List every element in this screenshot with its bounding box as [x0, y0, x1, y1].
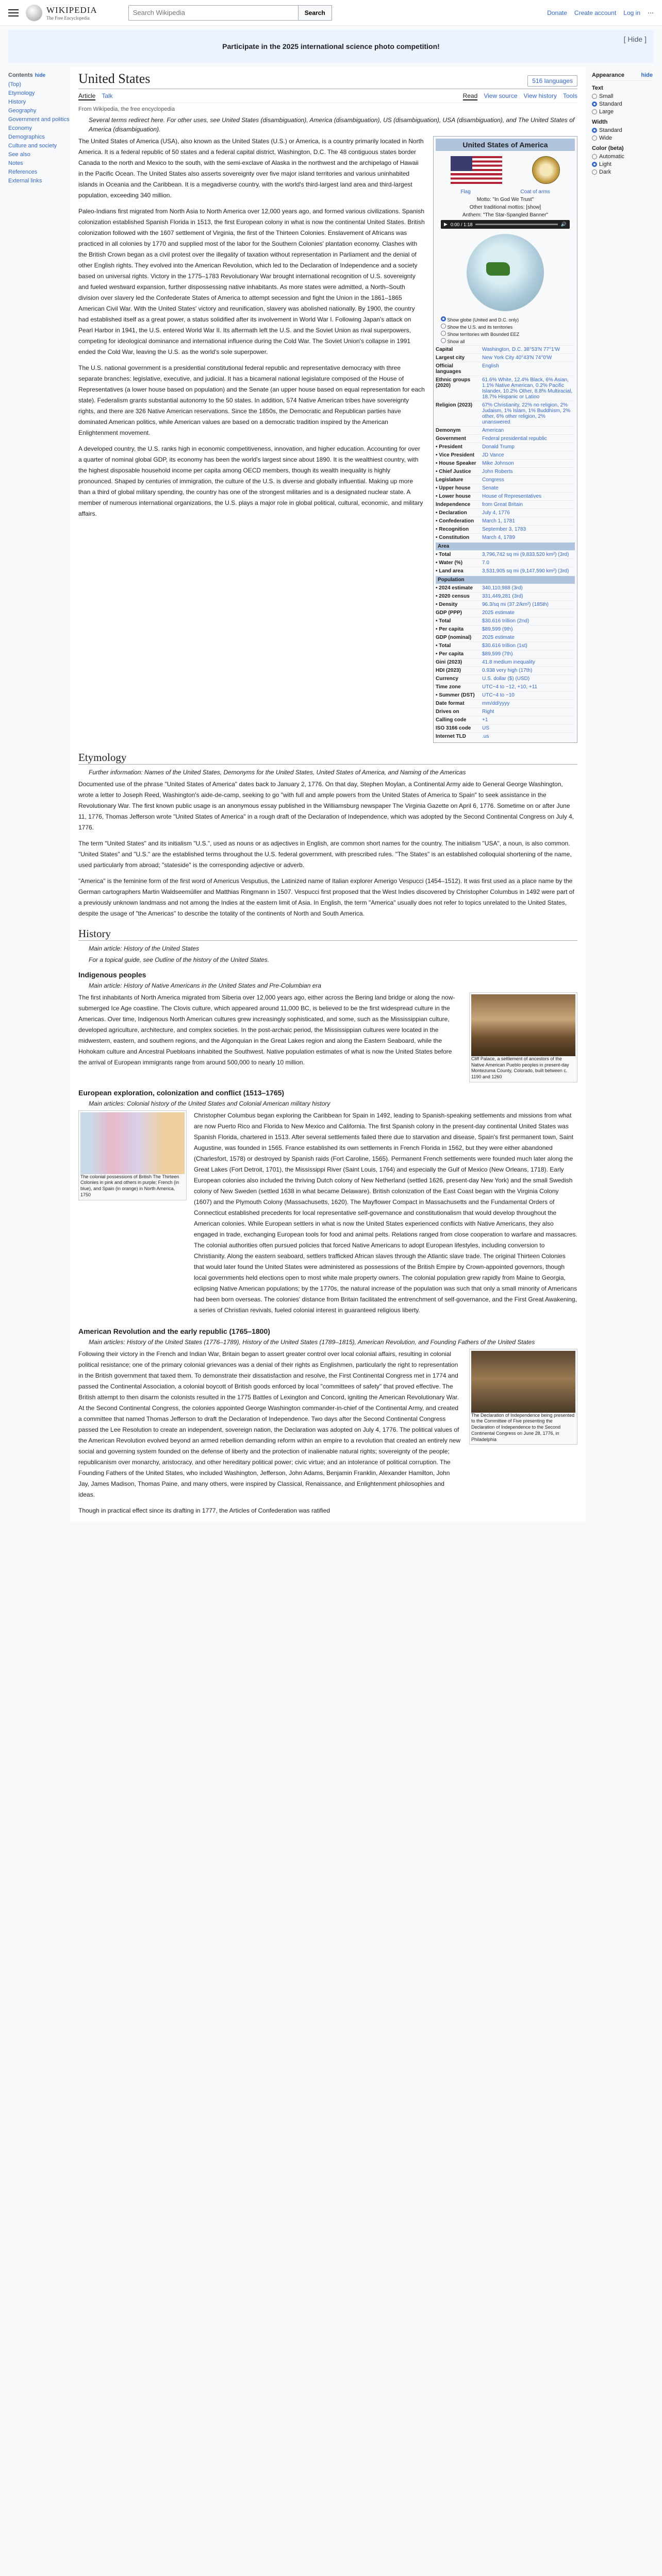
infobox-row-label: Time zone: [436, 684, 461, 690]
infobox-row-label: • 2020 census: [436, 594, 470, 599]
infobox-row: [436, 674, 575, 683]
infobox-row-label: Gini (2023): [436, 659, 462, 665]
appearance-heading: Appearance: [592, 72, 624, 78]
infobox-row: [436, 500, 575, 509]
infobox-row-label: Drives on: [436, 709, 459, 715]
language-selector-button[interactable]: 516 languages: [527, 75, 577, 87]
cliff-palace-image[interactable]: [471, 994, 575, 1056]
location-map-globe[interactable]: [467, 234, 544, 311]
toc-item[interactable]: External links: [8, 178, 42, 184]
banner-hide-button[interactable]: [ Hide ]: [623, 35, 647, 43]
infobox-row: [436, 567, 575, 575]
hatnote: For a topical guide, see Outline of the history of the United States.: [89, 956, 270, 963]
anthem-label[interactable]: Anthem: "The Star-Spangled Banner": [462, 212, 549, 218]
infobox-row: [436, 617, 575, 625]
table-of-contents: [8, 67, 70, 1521]
wikipedia-logo-icon[interactable]: [26, 5, 42, 21]
toc-item[interactable]: Demographics: [8, 134, 45, 140]
infobox-row-label: • Land area: [436, 568, 464, 574]
etymology-paragraph: The term "United States" and its initialism "U.S.", used as nouns or as adjectives in English, are common short names for the country. The initialism "USA", a noun, is also common. "United States" and "U.S." are the established terms throughout the U.S. federal government, with prescribed rules. "The States" is an established colloquial shortening of the name, used particularly from abroad; "stateside" is the corresponding adjective or adverb.: [78, 840, 572, 869]
other-mottos[interactable]: Other traditional mottos: [show]: [469, 205, 541, 210]
infobox-row-value[interactable]: U.S. dollar ($) (USD): [482, 676, 530, 682]
infobox-row: [436, 633, 575, 641]
infobox-row: [436, 353, 575, 362]
infobox-row-label: • Per capita: [436, 651, 464, 657]
lead-paragraph: The United States of America (USA), also known as the United States (U.S.) or America, is a country primarily located in North America. It is a federal republic of 50 states and a federal capital district, Washington, D.C. The 48 contiguous states border Canada to the north and Mexico to the south, with the semi-exclave of Alaska in the northwest and the archipelago of Hawaii in the Pacific Ocean. The United States also asserts sovereignty over five major island territories and various uninhabited islands in Oceania and the Caribbean. It is a megadiverse country, with the world's third-largest land area and third-largest population, exceeding 340 million.: [78, 138, 424, 199]
infobox-row-label: • House Speaker: [436, 461, 476, 466]
infobox-row: [436, 691, 575, 699]
us-flag-image[interactable]: [451, 156, 502, 184]
infobox-row-value[interactable]: $89,599 (7th): [482, 651, 513, 657]
infobox-row-value[interactable]: Donald Trump: [482, 444, 515, 450]
lead-paragraph: A developed country, the U.S. ranks high in economic competitiveness, innovation, and higher education. Accounting for over a quarter of nominal global GDP, its economy has been the world's largest since about 1890. It is the wealthiest country, with the highest disposable household income per capita among OECD members, though its wealth inequality is highly pronounced. Shaped by centuries of immigration, the culture of the U.S. is diverse and globally influential. Making up more than a third of global military spending, the country has one of the strongest militaries and is a designated nuclear state. A member of numerous international organizations, the U.S. plays a major role in global political, cultural, economic, and military affairs.: [78, 445, 423, 517]
infobox-row-label: Capital: [436, 347, 453, 352]
figure-caption: The Declaration of Independence being presented to the Committee of Five presenting the Declaration of Independence to the Second Continental Congress on June 28, 1776, in Philadelphia: [471, 1412, 575, 1442]
infobox-row-label: Government: [436, 436, 466, 442]
site-name: WIKIPEDIA: [46, 5, 97, 15]
infobox-row-label: Religion (2023): [436, 402, 473, 408]
subsection-heading: European exploration, colonization and conflict (1513–1765): [78, 1088, 285, 1097]
infobox-row-label: • Total: [436, 643, 451, 649]
toc-item[interactable]: Geography: [8, 108, 37, 114]
infobox-row-label: • Chief Justice: [436, 469, 471, 474]
toc-item[interactable]: Government and politics: [8, 116, 70, 123]
lead-section: [78, 136, 425, 524]
infobox-row: [436, 625, 575, 633]
search-input[interactable]: [128, 5, 299, 21]
site-notice-banner: [8, 30, 654, 63]
infobox-row-value[interactable]: 2025 estimate: [482, 610, 515, 616]
map-option[interactable]: Show all: [441, 338, 570, 344]
infobox-row-value[interactable]: Right: [482, 709, 494, 715]
lead-paragraph: Paleo-Indians first migrated from North Asia to North America over 12,000 years ago, and formed various civilizations. Spanish colonization established Spanish Florida in 1513, the first European colony in what is now the continental United States. British colonization followed with the 1607 settlement of Virginia, the first of the Thirteen Colonies. Enslavement of Africans was practiced in all colonies by 1770 and supplied most of the labor for the Southern Colonies' plantation economy. Clashes with the British Crown began as a civil protest over the illegality of taxation without representation in Parliament and the denial of other English rights. They evolved into the American Revolution, which led to the Declaration of Independence and a society based on universal rights. Victory in the 1775–1783 Revolutionary War brought international recognition of U.S. sovereignty and fueled westward expansion, further dispossessing native inhabitants. As more states were admitted, a North–South division over slavery led the Confederate States of America to attempt secession and fight the Union in the 1861–1865 American Civil War. With the United States' victory and reunification, slavery was abolished nationally. By 1900, the country had established itself as a great power, a status solidified after its involvement in World War I. Following Japan's attack on Pearl Harbor in 1941, the U.S. entered World War II. Its aftermath left the U.S. and the Soviet Union as rival superpowers, competing for ideological dominance and international influence during the Cold War. The Soviet Union's collapse in 1991 ended the Cold War, leaving the U.S. as the world's sole superpower.: [78, 208, 425, 355]
color-option[interactable]: Automatic: [592, 154, 653, 160]
infobox-row: [436, 724, 575, 732]
infobox-title: United States of America: [436, 139, 575, 151]
infobox-rows: [436, 345, 575, 740]
infobox-row-value[interactable]: March 4, 1789: [482, 535, 515, 540]
colonial-map-figure[interactable]: [78, 1110, 187, 1200]
user-links: [547, 9, 654, 16]
text-size-label: Text: [592, 85, 603, 91]
infobox-row: [436, 558, 575, 567]
infobox-row: [436, 451, 575, 459]
audio-time: 0:00 / 1:18: [450, 222, 473, 227]
tab-tools[interactable]: Tools: [562, 92, 577, 99]
infobox-row-value[interactable]: 331,449,281 (3rd): [482, 594, 523, 599]
infobox-row-label: GDP (nominal): [436, 635, 472, 640]
infobox-row-label: Largest city: [436, 355, 465, 361]
infobox-row-value[interactable]: $30.616 trillion (2nd): [482, 618, 529, 624]
infobox-row: [436, 707, 575, 716]
infobox-row-label: • Total: [436, 552, 451, 557]
infobox-row-value[interactable]: English: [482, 363, 499, 369]
infobox-row: [436, 608, 575, 617]
infobox-row-value[interactable]: Senate: [482, 485, 499, 491]
infobox-row-label: Calling code: [436, 717, 467, 723]
infobox-row-label: • 2024 estimate: [436, 585, 473, 591]
anthem-audio-player[interactable]: [441, 220, 570, 229]
toc-item[interactable]: Economy: [8, 125, 32, 131]
create-account-link[interactable]: Create account: [574, 9, 617, 16]
infobox-row-value[interactable]: 0.938 very high (17th): [482, 668, 533, 673]
cliff-palace-figure[interactable]: [469, 992, 577, 1082]
infobox-row: [436, 584, 575, 592]
infobox-row-label: Demonym: [436, 428, 461, 433]
infobox-row-label: • Lower house: [436, 494, 471, 499]
infobox-row: [436, 658, 575, 666]
infobox-row-value[interactable]: $89,599 (9th): [482, 626, 513, 632]
infobox-row: [436, 345, 575, 353]
etymology-paragraph: "America" is the feminine form of the first word of Americus Vesputius, the Latinized name of Italian explorer Amerigo Vespucci (1454–1512). It was first used as a place name by the German cartographers Martin Waldseemüller and Matthias Ringmann in 1507. Vespucci first proposed that the West Indies discovered by Christopher Columbus in 1492 were part of a previously unknown landmass and not among the Indies at the eastern limit of Asia. In English, the term "America" usually does not refer to topics unrelated to the United States, despite the usage of "the Americas" to describe the totality of the continents of North and South America.: [78, 877, 574, 917]
infobox-row-value[interactable]: September 3, 1783: [482, 527, 526, 532]
infobox-section-header: [436, 576, 575, 584]
page-title: United States: [78, 71, 151, 86]
infobox-row-label: • Declaration: [436, 510, 467, 516]
infobox-row-label: • Confederation: [436, 518, 474, 524]
search-form: [128, 5, 332, 21]
infobox-row: [436, 716, 575, 724]
infobox-row-value[interactable]: $30.616 trillion (1st): [482, 643, 527, 649]
width-label: Width: [592, 119, 608, 125]
toc-hide-button[interactable]: hide: [35, 73, 46, 78]
infobox-row-value[interactable]: +1: [482, 717, 488, 723]
toc-item[interactable]: References: [8, 169, 38, 175]
infobox-row-label: Date format: [436, 701, 465, 706]
history-paragraph: The first inhabitants of North America migrated from Siberia over 12,000 years ago, either across the Bering land bridge or along the now-submerged Ice Age coastline. The Clovis culture, which appeared around 11,000 BC, is believed to be the first widespread culture in the Americas. Over time, Indigenous North American cultures grew increasingly sophisticated, and some, such as the Mississippian culture, developed agriculture, architecture, and complex societies. In the post-archaic period, the Mississippian cultures were located in the midwestern, eastern, and southern regions, and the Algonquian in the Great Lakes region and along the Eastern Seaboard, while the Hohokam culture and Ancestral Puebloans inhabited the Southwest. Native population estimates of what is now the United States before the arrival of European immigrants range from around 500,000 to nearly 10 million.: [78, 994, 455, 1066]
volume-icon[interactable]: 🔊: [560, 222, 567, 227]
infobox-row: [436, 517, 575, 525]
infobox-row-value[interactable]: 2025 estimate: [482, 635, 515, 640]
flag-caption[interactable]: Flag: [460, 189, 471, 195]
infobox-row-label: • Recognition: [436, 527, 469, 532]
tab-talk[interactable]: Talk: [102, 92, 113, 99]
infobox-row-value[interactable]: 67% Christianity, 22% no religion, 2% Judaism, 1% Islam, 1% Buddhism, 2% other, 6% other religion, 2% unanswered: [482, 402, 571, 425]
hatnote: Several terms redirect here. For other uses, see United States (disambiguation), America (disambiguation), US (disambiguation), USA (disambiguation), and The United States of America (disambiguation).: [89, 116, 575, 133]
infobox-row-value[interactable]: Washington, D.C. 38°53′N 77°1′W: [482, 347, 560, 352]
infobox-row: [436, 666, 575, 674]
history-paragraph: Though in practical effect since its drafting in 1777, the Articles of Confederation was ratified: [78, 1506, 330, 1514]
appearance-panel: [586, 67, 653, 1521]
infobox-row: [436, 459, 575, 467]
infobox-row-value[interactable]: March 1, 1781: [482, 518, 515, 524]
history-paragraph: Following their victory in the French and Indian War, Britain began to assert greater control over local colonial affairs, resulting in colonial political resistance; one of the primary colonial grievances was a denial of their rights as Englishmen, particularly the right to representation in the British government that taxed them. To demonstrate their dissatisfaction and resolve, the First Continental Congress met in 1774 and passed the Continental Association, a colonial boycott of British goods enforced by local "committees of safety" that proved effective. The British attempt to then disarm the colonists resulted in the 1775 Battles of Lexington and Concord, igniting the American Revolutionary War. At the Second Continental Congress, the colonies appointed George Washington commander-in-chief of the Continental Army, and created a committee that named Thomas Jefferson to draft the Declaration of Independence. Two days after the Second Continental Congress passed the Lee Resolution to create an independent, sovereign nation, the Declaration was adopted on July 4, 1776. The political values of the American Revolution evolved beyond an armed rebellion demanding reform within an empire to a revolution that created an entirely new social and governing system founded on the defense of liberty and the protection of inalienable natural rights; sovereignty of the people; republicanism over monarchy, aristocracy, and other hereditary political power; civic virtue; and an intolerance of political corruption. The Founding Fathers of the United States, who included Washington, Jefferson, John Adams, Benjamin Franklin, Alexander Hamilton, John Jay, James Madison, Thomas Paine, and many others, were inspired by Classical, Renaissance, and Enlightenment philosophies and ideas.: [78, 1350, 461, 1498]
hatnote: Main articles: Colonial history of the United States and Colonial American military history: [89, 1099, 330, 1107]
infobox-row-label: Legislature: [436, 477, 464, 483]
infobox-row-value[interactable]: Mike Johnson: [482, 461, 514, 466]
infobox-row-value[interactable]: John Roberts: [482, 469, 513, 474]
infobox-row-value[interactable]: JD Vance: [482, 452, 504, 458]
infobox-row-value[interactable]: July 4, 1776: [482, 510, 510, 516]
infobox-row: [436, 376, 575, 401]
infobox-row: [436, 401, 575, 426]
map-option[interactable]: Show globe (United and D.C. only): [441, 316, 570, 323]
tab-view-source[interactable]: View source: [484, 92, 518, 99]
toc-item[interactable]: See also: [8, 151, 30, 158]
infobox-row-value[interactable]: 3,796,742 sq mi (9,833,520 km²) (3rd): [482, 552, 569, 557]
infobox-row-value[interactable]: 61.6% White, 12.4% Black, 6% Asian, 1.1% Native American, 0.2% Pacific Islander, 10.2% Other, 8.8% Multiracial, 18.7% Hispanic or Latino: [482, 377, 573, 400]
etymology-paragraph: Documented use of the phrase "United States of America" dates back to January 2, 1776. On that day, Stephen Moylan, a Continental Army aide to General George Washington, wrote a letter to Joseph Reed, Washington's aide-de-camp, seeking to go "with full and ample powers from the United States of America to Spain" to seek assistance in the Revolutionary War. The first known public usage is an anonymous essay published in the Williamsburg newspaper The Virginia Gazette on April 6, 1776. Sometime on or after June 11, 1776, Thomas Jefferson wrote "United States of America" in a rough draft of the Declaration of Independence, which was adopted by the Second Continental Congress on July 4, 1776.: [78, 781, 574, 831]
infobox-row-label: • Total: [436, 618, 451, 624]
site-wordmark[interactable]: [46, 5, 97, 21]
text-size-option[interactable]: Standard: [592, 101, 653, 107]
motto: Motto: "In God We Trust": [476, 197, 534, 202]
infobox-row-label: • President: [436, 444, 462, 450]
infobox-row: [436, 509, 575, 517]
infobox-row-label: Independence: [436, 502, 471, 507]
map-option[interactable]: Show territories with Bounded EEZ: [441, 331, 570, 337]
infobox-row-label: Official languages: [436, 363, 461, 375]
toc-item[interactable]: Etymology: [8, 90, 35, 96]
figure-caption: Cliff Palace, a settlement of ancestors of the Native American Pueblo peoples in present-day Montezuma County, Colorado, built between c. 1190 and 1260: [471, 1056, 569, 1080]
infobox-row: [436, 362, 575, 376]
country-infobox: [433, 136, 577, 743]
banner-text[interactable]: Participate in the 2025 international science photo competition!: [222, 42, 440, 50]
tab-read[interactable]: Read: [462, 92, 478, 99]
infobox-row-label: • Constitution: [436, 535, 470, 540]
infobox-row-value[interactable]: New York City 40°43′N 74°0′W: [482, 355, 552, 361]
infobox-row-value[interactable]: 3,531,905 sq mi (9,147,590 km²) (3rd): [482, 568, 569, 574]
infobox-row: [436, 443, 575, 451]
infobox-row-label: • Water (%): [436, 560, 463, 566]
width-option[interactable]: Standard: [592, 127, 653, 133]
lead-paragraph: The U.S. national government is a presidential constitutional federal republic and representative democracy with three separate branches: legislative, executive, and judicial. It has a bicameral national legislature composed of the House of Representatives (a lower house based on population) and the Senate (an upper house based on equal representation for each state). Federalism grants substantial autonomy to the 50 states. In addition, 574 Native American tribes have sovereignty rights, and there are 326 Native American reservations. Since the 1850s, the Democratic and Republican parties have dominated American politics, while American values are based on a democratic tradition inspired by the American Enlightenment movement.: [78, 364, 425, 436]
text-size-option[interactable]: Large: [592, 109, 653, 115]
appearance-hide-button[interactable]: hide: [641, 72, 653, 78]
colonial-map-image[interactable]: [80, 1112, 185, 1174]
infobox-row: [436, 699, 575, 707]
infobox-row-label: • Summer (DST): [436, 692, 475, 698]
infobox-row-value[interactable]: American: [482, 428, 504, 433]
hatnote: Further information: Names of the United States, Demonyms for the United States, United States of America, and Naming of the Americas: [89, 769, 466, 776]
color-option[interactable]: Dark: [592, 169, 653, 175]
text-size-option[interactable]: Small: [592, 93, 653, 99]
toc-item[interactable]: Notes: [8, 160, 23, 166]
more-options-icon[interactable]: ⋯: [648, 9, 654, 16]
infobox-row-value[interactable]: Federal presidential republic: [482, 436, 547, 442]
subsection-heading: Indigenous peoples: [78, 971, 146, 979]
declaration-painting-image[interactable]: [471, 1351, 575, 1413]
infobox-row-label: • Upper house: [436, 485, 471, 491]
declaration-painting-figure[interactable]: [469, 1349, 577, 1445]
infobox-row-label: • Density: [436, 602, 458, 607]
donate-link[interactable]: Donate: [547, 9, 567, 16]
infobox-row: [436, 484, 575, 492]
infobox-row-label: Ethnic groups (2020): [436, 377, 471, 388]
infobox-row: [436, 641, 575, 650]
site-sub: From Wikipedia, the free encyclopedia: [78, 106, 175, 112]
infobox-row: [436, 467, 575, 476]
infobox-row-value[interactable]: 41.8 medium inequality: [482, 659, 535, 665]
toc-item[interactable]: History: [8, 99, 26, 105]
infobox-row-label: • Per capita: [436, 626, 464, 632]
infobox-row-value[interactable]: .us: [482, 734, 489, 739]
tab-article[interactable]: Article: [78, 92, 96, 99]
infobox-row-value[interactable]: mm/dd/yyyy: [482, 701, 510, 706]
subsection-heading: American Revolution and the early republic (1765–1800): [78, 1327, 270, 1335]
history-paragraph: Christopher Columbus began exploring the Caribbean for Spain in 1492, leading to Spanish-speaking settlements and missions from what are now Puerto Rico and Florida to New Mexico and California. The first Spanish colony in the present-day continental United States was Spanish Florida, chartered in 1513. After several settlements failed there due to starvation and disease, Spain's first permanent town, Saint Augustine, was founded in 1565. France established its own settlements in French Florida in 1562, but they were either abandoned (Charlesfort, 1578) or destroyed by Spanish raids (Fort Caroline, 1565). Permanent French settlements were founded much later along the Great Lakes (Fort Detroit, 1701), the Mississippi River (Saint Louis, 1764) and especially the Gulf of Mexico (New Orleans, 1718). Early European colonies also included the thriving Dutch colony of New Netherland (settled 1626, present-day New York) and the small Swedish colony of New Sweden (settled 1638 in what became Delaware). British colonization of the East Coast began with the Virginia Colony (1607) and the Plymouth Colony (Massachusetts, 1620). The Mayflower Compact in Massachusetts and the Fundamental Orders of Connecticut established precedents for local representative self-governance and constitutionalism that would develop throughout the American colonies. While European settlers in what is now the United States experienced conflicts with Native Americans, they also engaged in trade, exchanging European tools for food and animal pelts. Relations ranged from close cooperation to warfare and massacres. The colonial authorities often pursued policies that forced Native Americans to adopt European lifestyles, including conversion to Christianity. Along the eastern seaboard, settlers trafficked African slaves through the Atlantic slave trade. The original Thirteen Colonies that would later found the United States were administered as possessions of the British Empire by Crown-appointed governors, though local governments held elections open to most white male property owners. The colonial population grew rapidly from Maine to Georgia, eclipsing Native American populations; by the 1770s, the natural increase of the population was such that only a small minority of Americans had been born overseas. The colonies' distance from Britain facilitated the entrenchment of self-governance, and the First Great Awakening, a series of Christian revivals, fueled colonial interest in guaranteed religious liberty.: [194, 1111, 577, 1314]
infobox-row-value[interactable]: 96.3/sq mi (37.2/km²) (185th): [482, 602, 549, 607]
section-heading-etymology: Etymology: [78, 751, 577, 765]
map-option[interactable]: Show the U.S. and its territories: [441, 324, 570, 330]
hatnote: Main article: History of the United States: [89, 945, 200, 952]
infobox-row-value[interactable]: from Great Britain: [482, 502, 523, 507]
article-main: [70, 67, 586, 1521]
infobox-row-value[interactable]: Congress: [482, 477, 504, 483]
infobox-row-label: Population: [438, 577, 465, 583]
hatnote: Main article: History of Native Americans in the United States and Pre-Columbian era: [89, 982, 322, 989]
site-header: [0, 0, 662, 26]
page-tabs: [78, 92, 577, 103]
infobox-row: [436, 650, 575, 658]
coat-of-arms-image[interactable]: [532, 156, 560, 184]
infobox-row: [436, 476, 575, 484]
infobox-row: [436, 550, 575, 558]
color-label: Color (beta): [592, 145, 624, 151]
infobox-section-header: [436, 543, 575, 550]
infobox-row: [436, 683, 575, 691]
tab-view-history[interactable]: View history: [523, 92, 557, 99]
infobox-row-label: Area: [438, 544, 450, 549]
site-tagline: The Free Encyclopedia: [46, 15, 90, 21]
infobox-row: [436, 426, 575, 434]
toc-heading: Contents hide: [8, 72, 46, 78]
infobox-row: [436, 732, 575, 740]
coat-of-arms-caption[interactable]: Coat of arms: [520, 189, 550, 195]
infobox-row-label: HDI (2023): [436, 668, 461, 673]
color-option[interactable]: Light: [592, 161, 653, 167]
infobox-row-label: GDP (PPP): [436, 610, 462, 616]
infobox-row: [436, 525, 575, 533]
infobox-row-value[interactable]: 7.0: [482, 560, 489, 566]
infobox-row: [436, 434, 575, 443]
width-option[interactable]: Wide: [592, 135, 653, 141]
infobox-row-label: • Vice President: [436, 452, 475, 458]
infobox-row-value[interactable]: UTC−4 to −10: [482, 692, 515, 698]
infobox-row-value[interactable]: US: [482, 725, 489, 731]
hatnote: Main articles: History of the United States (1776–1789), History of the United States (1789–1815), American Revolution, and Founding Fathers of the United States: [89, 1338, 535, 1346]
infobox-row-label: Internet TLD: [436, 734, 466, 739]
infobox-row-value[interactable]: House of Representatives: [482, 494, 542, 499]
infobox-row-label: ISO 3166 code: [436, 725, 471, 731]
audio-progress-bar[interactable]: [475, 224, 557, 225]
figure-caption: The colonial possessions of British The Thirteen Colonies in pink and others in purple; French (in blue), and Spain (in orange) in North America, 1750: [80, 1174, 179, 1197]
infobox-row: [436, 533, 575, 541]
infobox-row: [436, 600, 575, 608]
main-menu-icon[interactable]: [8, 9, 19, 16]
search-button[interactable]: Search: [299, 5, 332, 21]
infobox-row-value[interactable]: UTC−4 to −12, +10, +11: [482, 684, 538, 690]
infobox-row: [436, 592, 575, 600]
log-in-link[interactable]: Log in: [623, 9, 640, 16]
play-icon[interactable]: ▶: [444, 222, 448, 227]
infobox-row-label: Currency: [436, 676, 458, 682]
toc-item[interactable]: (Top): [8, 81, 22, 88]
infobox-row: [436, 492, 575, 500]
toc-item[interactable]: Culture and society: [8, 143, 57, 149]
infobox-row-value[interactable]: 340,110,988 (3rd): [482, 585, 523, 591]
section-heading-history: History: [78, 927, 577, 941]
